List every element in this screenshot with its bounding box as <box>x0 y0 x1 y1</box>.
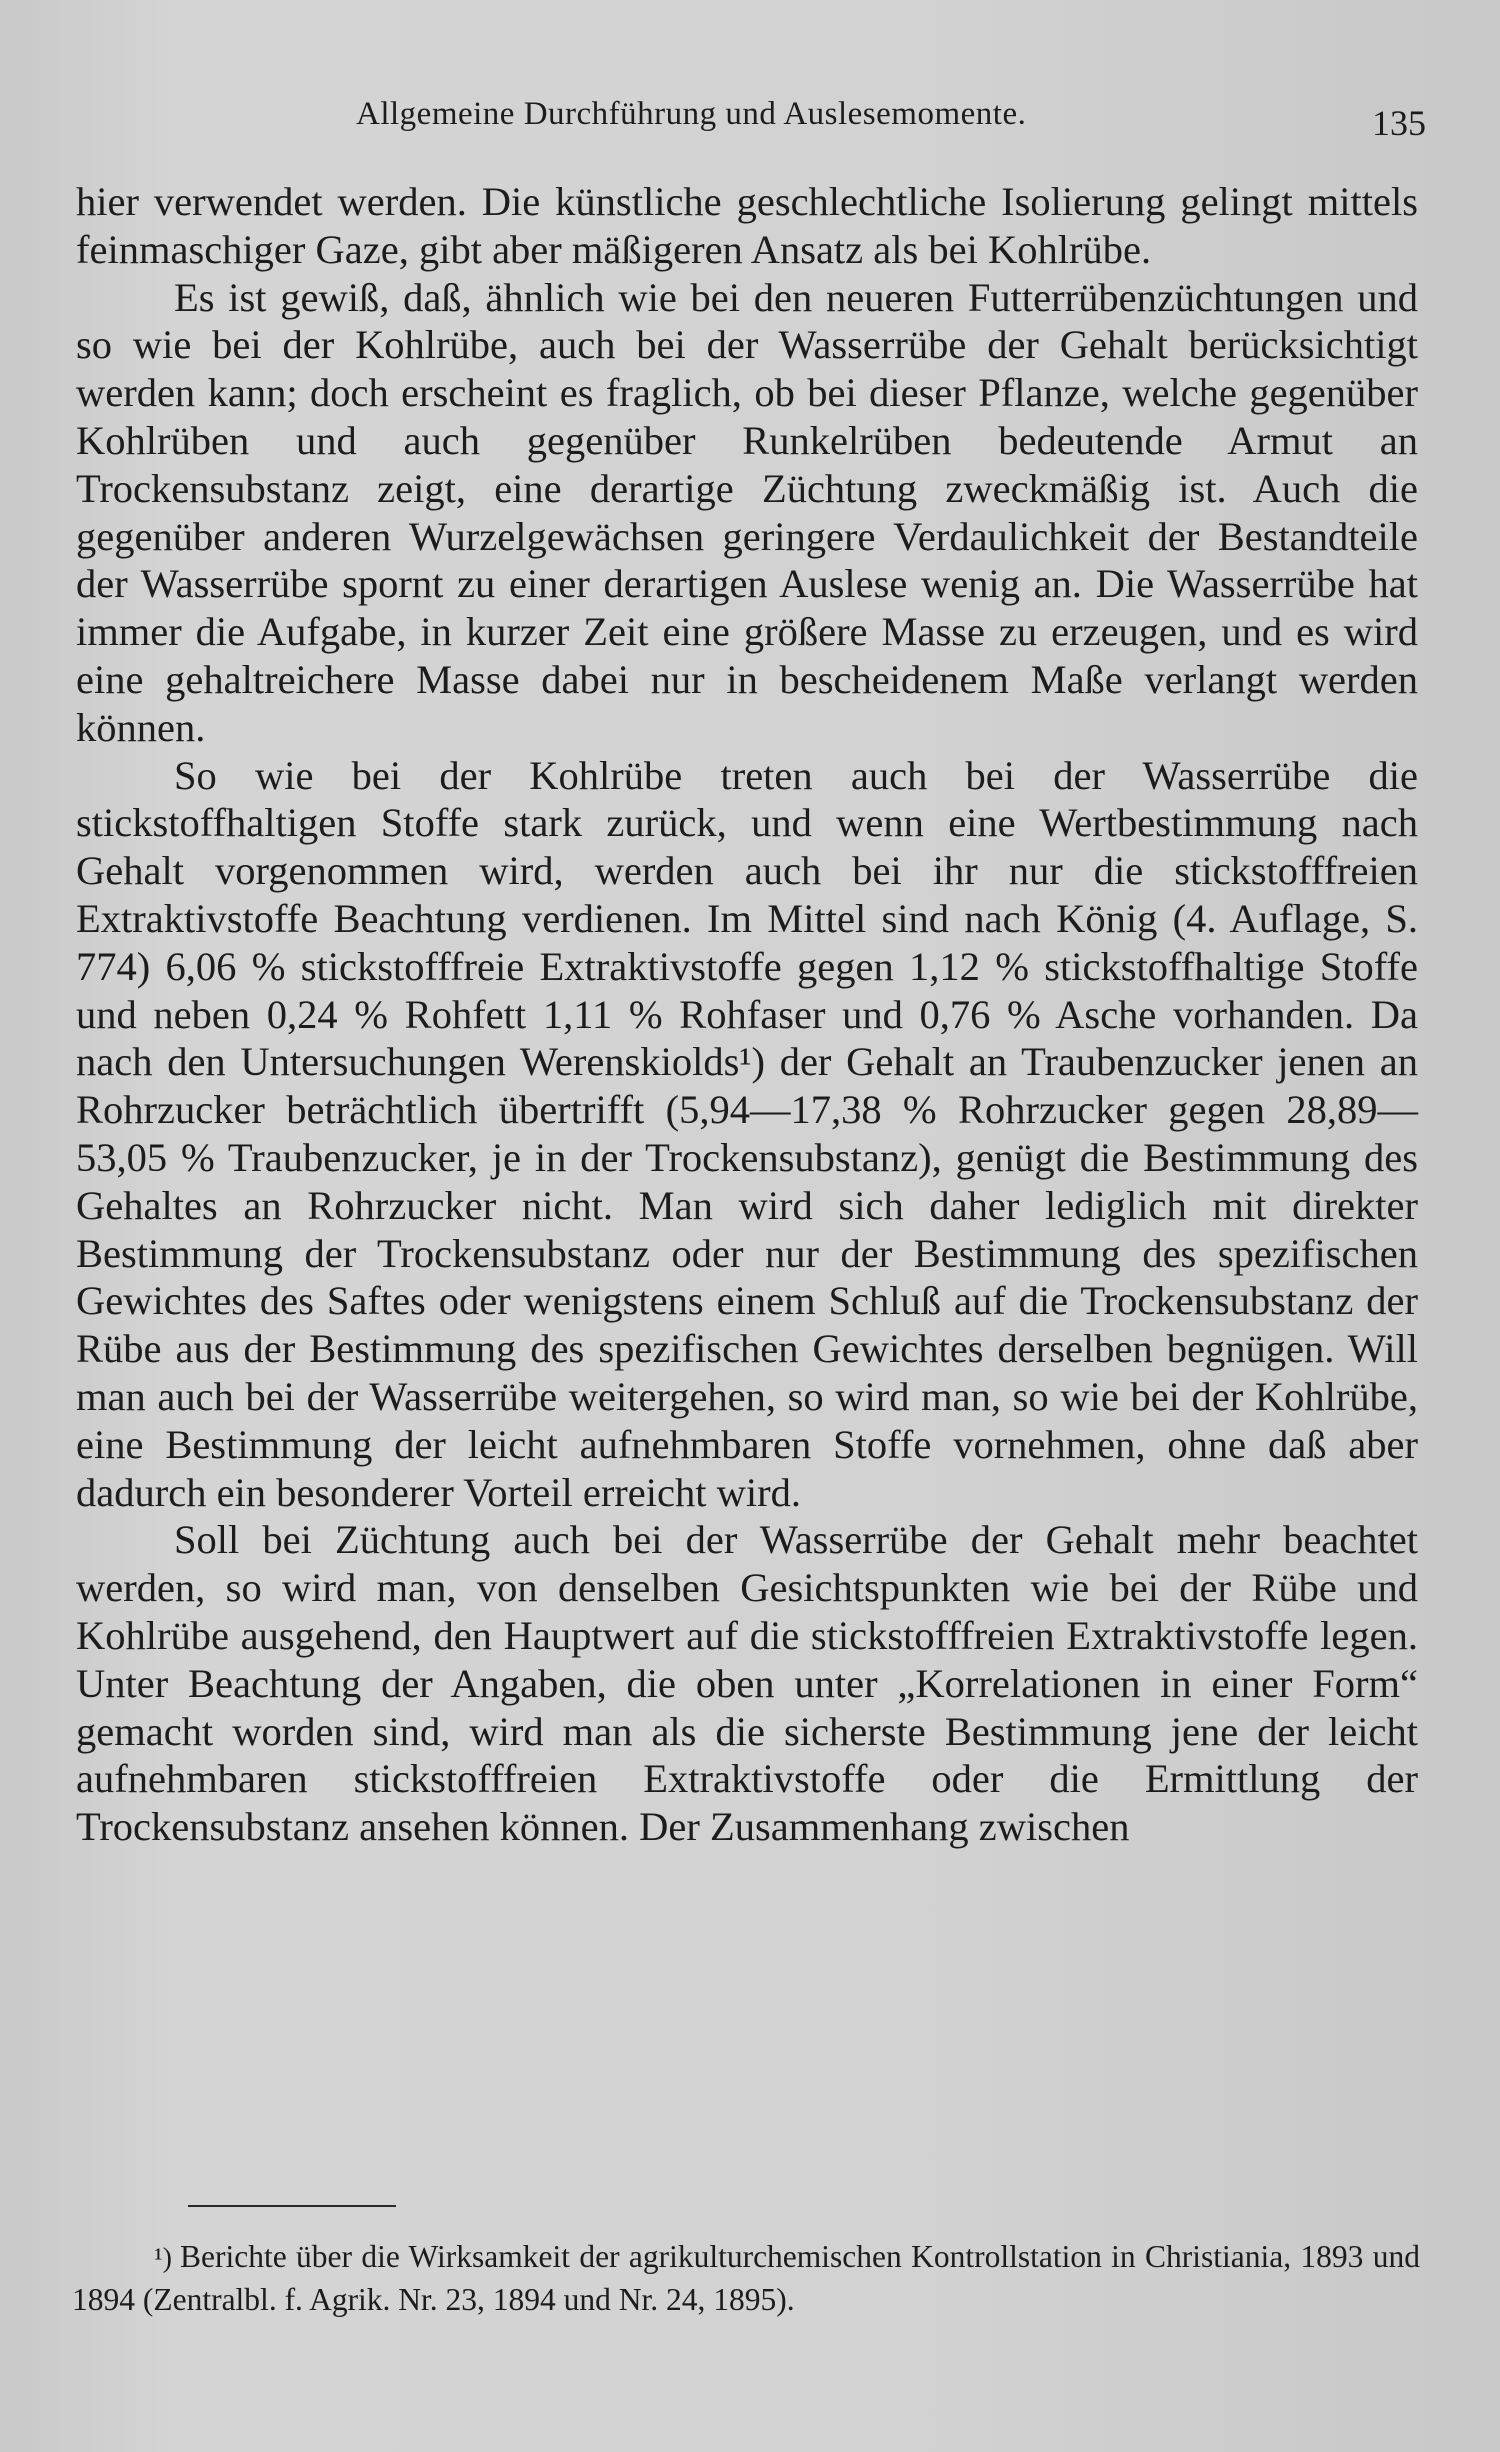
footnote-divider <box>188 2205 396 2207</box>
footnote <box>72 2236 1420 2320</box>
running-title: Allgemeine Durchführung und Auslesemomente. <box>356 96 1027 132</box>
paragraph: hier verwendet werden. Die künstliche geschlechtliche Isolierung gelingt mittels feinmaschiger Gaze, gibt aber mäßigeren Ansatz als bei Kohlrübe. <box>76 179 1418 272</box>
body-text <box>76 178 1418 1851</box>
paragraph: Es ist gewiß, daß, ähnlich wie bei den neueren Futterrübenzüchtungen und so wie bei der Kohlrübe, auch bei der Wasserrübe der Gehalt berücksichtigt werden kann; doch erscheint es fraglich, ob bei dieser Pflanze, welche gegenüber Kohlrüben und auch gegenüber Runkelrüben bedeutende Armut an Trockensubstanz zeigt, eine derartige Züchtung zweckmäßig ist. Auch die gegenüber anderen Wurzelgewächsen geringere Verdaulichkeit der Bestandteile der Wasserrübe spornt zu einer derartigen Auslese wenig an. Die Wasserrübe hat immer die Aufgabe, in kurzer Zeit eine größere Masse zu erzeugen, und es wird eine gehaltreichere Masse dabei nur in bescheidenem Maße verlangt werden können. <box>76 274 1418 750</box>
running-header <box>356 96 1426 146</box>
footnote-marker: ¹) <box>154 2243 172 2274</box>
footnote-text: Berichte über die Wirksamkeit der agrikulturchemischen Kontrollstation in Christiania, 1893 und 1894 (Zentralbl. f. Agrik. Nr. 23, 1894 und Nr. 24, 1895). <box>72 2239 1420 2317</box>
paragraph: Soll bei Züchtung auch bei der Wasserrübe der Gehalt mehr beachtet werden, so wird man, von denselben Gesichtspunkten wie bei der Rübe und Kohlrübe ausgehend, den Hauptwert auf die stickstofffreien Extraktivstoffe legen. Unter Beachtung der Angaben, die oben unter „Korrelationen in einer Form“ gemacht worden sind, wird man als die sicherste Bestimmung jene der leicht aufnehmbaren stickstofffreien Extraktivstoffe oder die Ermittlung der Trockensubstanz ansehen können. Der Zusammenhang zwischen <box>76 1517 1418 1850</box>
paragraph: So wie bei der Kohlrübe treten auch bei der Wasserrübe die stickstoffhaltigen Stoffe stark zurück, und wenn eine Wertbestimmung nach Gehalt vorgenommen wird, werden auch bei ihr nur die stickstofffreien Extraktivstoffe Beachtung verdienen. Im Mittel sind nach König (4. Auflage, S. 774) 6,06 % stickstofffreie Extraktivstoffe gegen 1,12 % stickstoffhaltige Stoffe und neben 0,24 % Rohfett 1,11 % Rohfaser und 0,76 % Asche vorhanden. Da nach den Untersuchungen Werenskiolds¹) der Gehalt an Traubenzucker jenen an Rohrzucker beträchtlich übertrifft (5,94—17,38 % Rohrzucker gegen 28,89—53,05 % Traubenzucker, je in der Trockensubstanz), genügt die Bestimmung des Gehaltes an Rohrzucker nicht. Man wird sich daher lediglich mit direkter Bestimmung der Trockensubstanz oder nur der Bestimmung des spezifischen Gewichtes des Saftes oder wenigstens einem Schluß auf die Trockensubstanz der Rübe aus der Bestimmung des spezifischen Gewichtes derselben begnügen. Will man auch bei der Wasserrübe weitergehen, so wird man, so wie bei der Kohlrübe, eine Bestimmung der leicht aufnehmbaren Stoffe vornehmen, ohne daß aber dadurch ein besonderer Vorteil erreicht wird. <box>76 752 1418 1515</box>
page-number: 135 <box>1372 103 1426 143</box>
